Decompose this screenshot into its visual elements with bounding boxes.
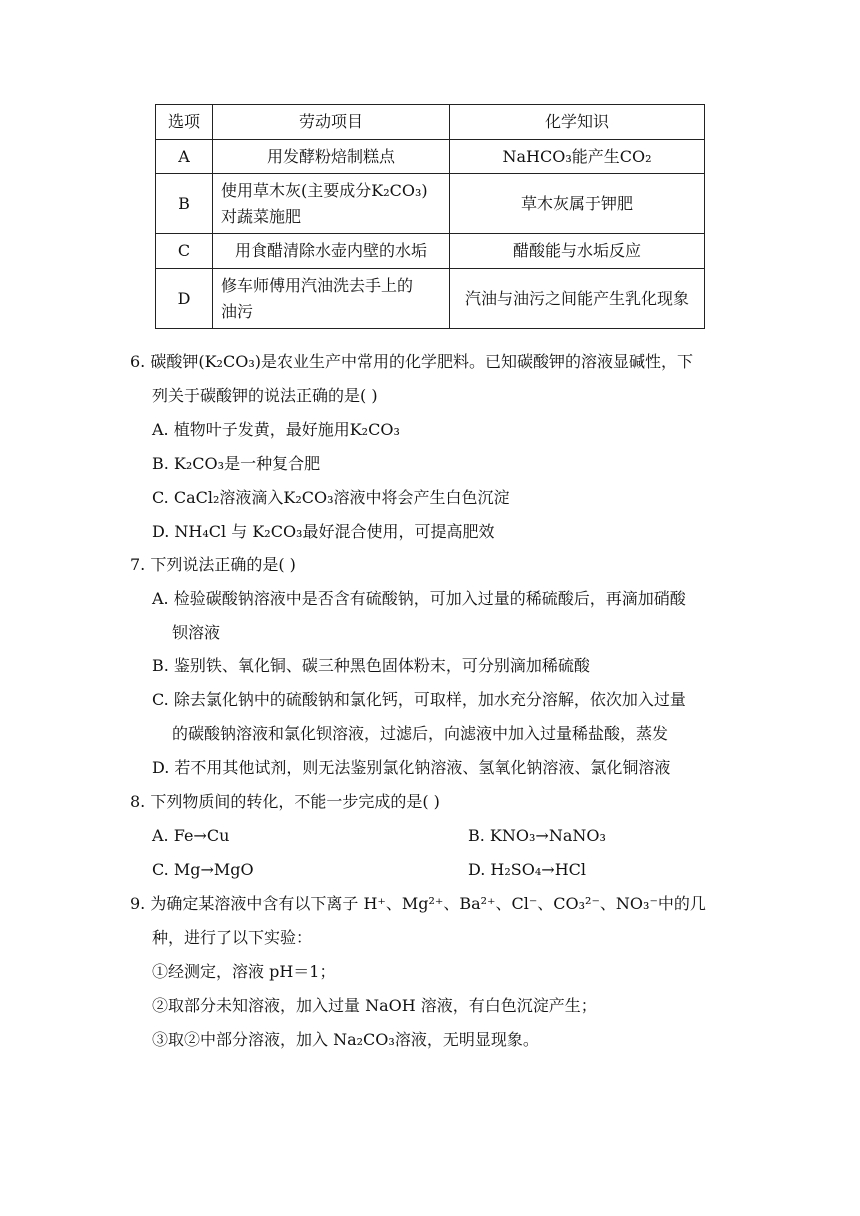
project-line: 油污 [221,301,254,321]
q7-stem: 7. 下列说法正确的是( ) [130,555,296,574]
q7-option-a: A. 检验碳酸钠溶液中是否含有硫酸钠，可加入过量的稀硫酸后，再滴加硝酸 [152,589,686,608]
q8-stem: 8. 下列物质间的转化，不能一步完成的是( ) [130,792,440,811]
q6-stem-line: 6. 碳酸钾(K₂CO₃)是农业生产中常用的化学肥料。已知碳酸钾的溶液显碱性，下 [130,352,693,371]
table-row [156,139,705,174]
q7-option-c: C. 除去氯化钠中的硫酸钠和氯化钙，可取样，加水充分溶解，依次加入过量 [152,690,686,709]
table-row [156,268,705,328]
table-header-row [156,105,705,140]
q6-option-c: C. CaCl₂溶液滴入K₂CO₃溶液中将会产生白色沉淀 [152,488,510,507]
q6-option-d: D. NH₄Cl 与 K₂CO₃最好混合使用，可提高肥效 [152,522,495,541]
q7-option-c-cont: 的碳酸钠溶液和氯化钡溶液，过滤后，向滤液中加入过量稀盐酸，蒸发 [172,724,669,743]
header-knowledge: 化学知识 [450,105,705,140]
table-row [156,234,705,269]
q7-option-a-cont: 钡溶液 [172,623,221,642]
header-project: 劳动项目 [213,105,450,140]
row-option: B [156,174,213,234]
row-knowledge: 汽油与油污之间能产生乳化现象 [450,268,705,328]
header-option: 选项 [156,105,213,140]
table-row [156,174,705,234]
q6-option-a: A. 植物叶子发黄，最好施用K₂CO₃ [152,420,400,439]
row-knowledge: 醋酸能与水垢反应 [450,234,705,269]
q9-step-2: ②取部分未知溶液，加入过量 NaOH 溶液，有白色沉淀产生； [152,996,597,1015]
row-project [213,174,450,234]
row-option: D [156,268,213,328]
q8-option-c: C. Mg→MgO [152,860,254,879]
row-project [213,268,450,328]
q8-option-b: B. KNO₃→NaNO₃ [468,826,606,845]
q7-option-d: D. 若不用其他试剂，则无法鉴别氯化钠溶液、氢氧化钠溶液、氯化铜溶液 [152,758,671,777]
q9-step-3: ③取②中部分溶液，加入 Na₂CO₃溶液，无明显现象。 [152,1030,539,1049]
q9-stem-line: 9. 为确定某溶液中含有以下离子 H⁺、Mg²⁺、Ba²⁺、Cl⁻、CO₃²⁻、NO₃⁻中的几 [130,894,706,913]
q6-option-b: B. K₂CO₃是一种复合肥 [152,454,321,473]
row-project: 用食醋清除水壶内壁的水垢 [213,234,450,269]
row-project: 用发酵粉焙制糕点 [213,139,450,174]
project-line: 使用草木灰(主要成分K₂CO₃) [221,181,428,201]
q7-option-b: B. 鉴别铁、氧化铜、碳三种黑色固体粉末，可分别滴加稀硫酸 [152,656,590,675]
q8-option-a: A. Fe→Cu [152,826,230,845]
q9-step-1: ①经测定，溶液 pH＝1； [152,962,336,981]
row-knowledge: 草木灰属于钾肥 [450,174,705,234]
row-option: C [156,234,213,269]
q5-options-table [155,104,705,329]
row-option: A [156,139,213,174]
project-line: 对蔬菜施肥 [221,206,302,226]
row-knowledge: NaHCO₃能产生CO₂ [450,139,705,174]
q9-stem-line: 种，进行了以下实验： [152,928,313,947]
q6-stem-line: 列关于碳酸钾的说法正确的是( ) [152,386,378,405]
q8-option-d: D. H₂SO₄→HCl [468,860,587,879]
project-line: 修车师傅用汽油洗去手上的 [221,275,414,295]
